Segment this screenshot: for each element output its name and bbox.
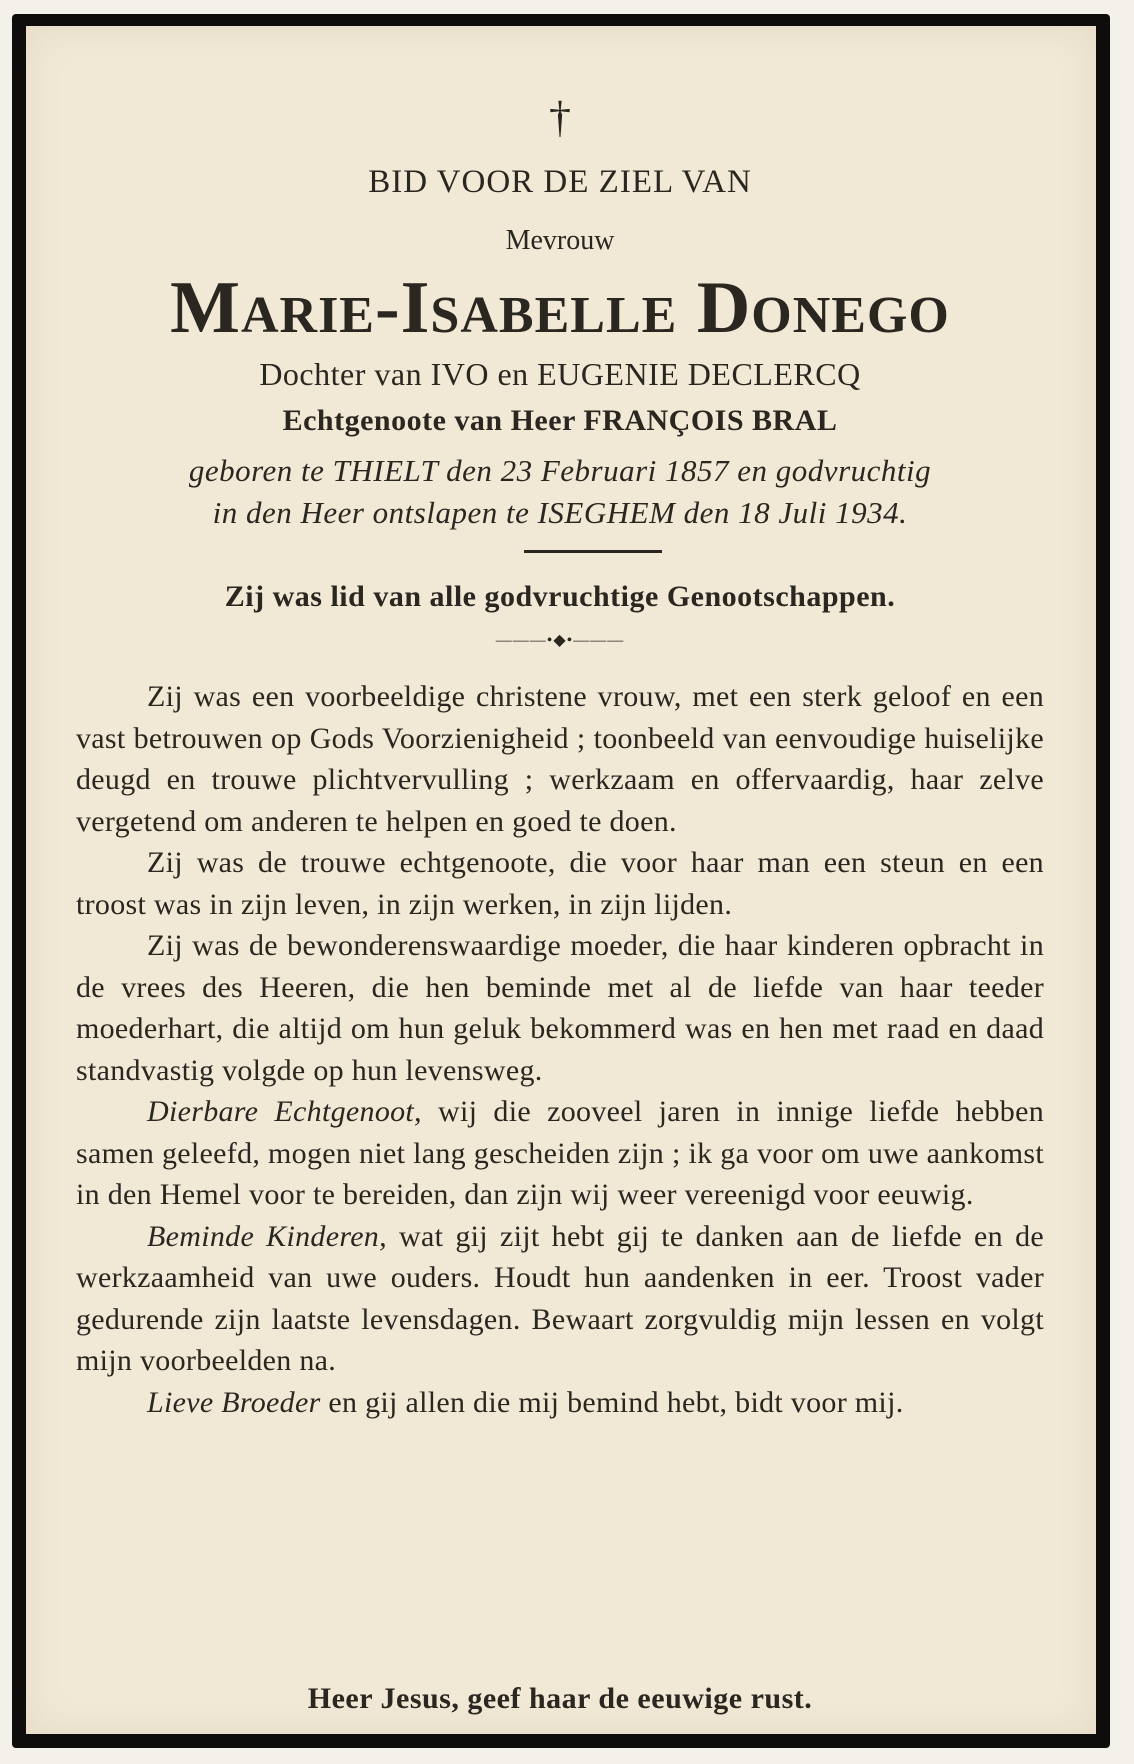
card-content: [76, 26, 1044, 1734]
parents-line: Dochter van IVO en EUGENIE DECLERCQ: [259, 356, 861, 392]
paragraph: Lieve Broeder en gij allen die mij bemind hebt, bidt voor mij.: [147, 1385, 904, 1419]
closing-prayer: Heer Jesus, geef haar de eeuwige rust.: [307, 1682, 813, 1715]
spouse-line: Echtgenoote van Heer FRANÇOIS BRAL: [282, 404, 838, 437]
title-prefix: Mevrouw: [505, 225, 615, 256]
card-paper: [26, 26, 1096, 1734]
deceased-name: Marie-Isabelle Donego: [170, 267, 950, 349]
cross-icon: †: [549, 93, 571, 142]
paragraph: Zij was de bewonderenswaardige moeder, die haar kinderen opbracht in de vrees des Heeren, die hen beminde met al de liefde van haar teeder moederhart, die altijd om hun geluk bekommerd was en hen met raad en daad standvastig volgde op hun levensweg.: [76, 929, 1044, 1087]
paragraph: Beminde Kinderen, wat gij zijt hebt gij te danken aan de liefde en de werkzaamheid van uwe ouders. Houdt hun aandenken in eer. Troost vader gedurende zijn laatste levensdagen. Bewaart zorgvuldig mijn lessen en volgt mijn voorbeelden na.: [76, 1219, 1045, 1377]
membership-line: Zij was lid van alle godvruchtige Genootschappen.: [224, 580, 896, 613]
divider-rule: [524, 550, 662, 553]
header-text: BID VOOR DE ZIEL VAN: [368, 164, 752, 200]
paragraph: Zij was een voorbeeldige christene vrouw, met een sterk geloof en een vast betrouwen op Gods Voorzienigheid ; toonbeeld van eenvoudige huiselijke deugd en trouwe plichtvervulling ; werkzaam en offervaardig, haar zelve vergetend om anderen te helpen en goed te doen.: [76, 680, 1044, 838]
death-line: in den Heer ontslapen te ISEGHEM den 18 Juli 1934.: [212, 495, 908, 530]
paragraph: Zij was de trouwe echtgenoote, die voor haar man een steun en een troost was in zijn leven, in zijn werken, in zijn lijden.: [76, 846, 1044, 921]
ornament-divider: ———•◆•———: [495, 632, 625, 649]
memorial-card: [12, 14, 1110, 1748]
birth-line: geboren te THIELT den 23 Februari 1857 en godvruchtig: [188, 453, 932, 488]
paragraph: Dierbare Echtgenoot, wij die zooveel jaren in innige liefde hebben samen geleefd, mogen niet lang gescheiden zijn ; ik ga voor om uwe aankomst in den Hemel voor te bereiden, dan zijn wij weer vereenigd voor eeuwig.: [76, 1095, 1044, 1211]
birth-death-text: [76, 450, 1044, 534]
memorial-text: [76, 676, 1044, 1423]
